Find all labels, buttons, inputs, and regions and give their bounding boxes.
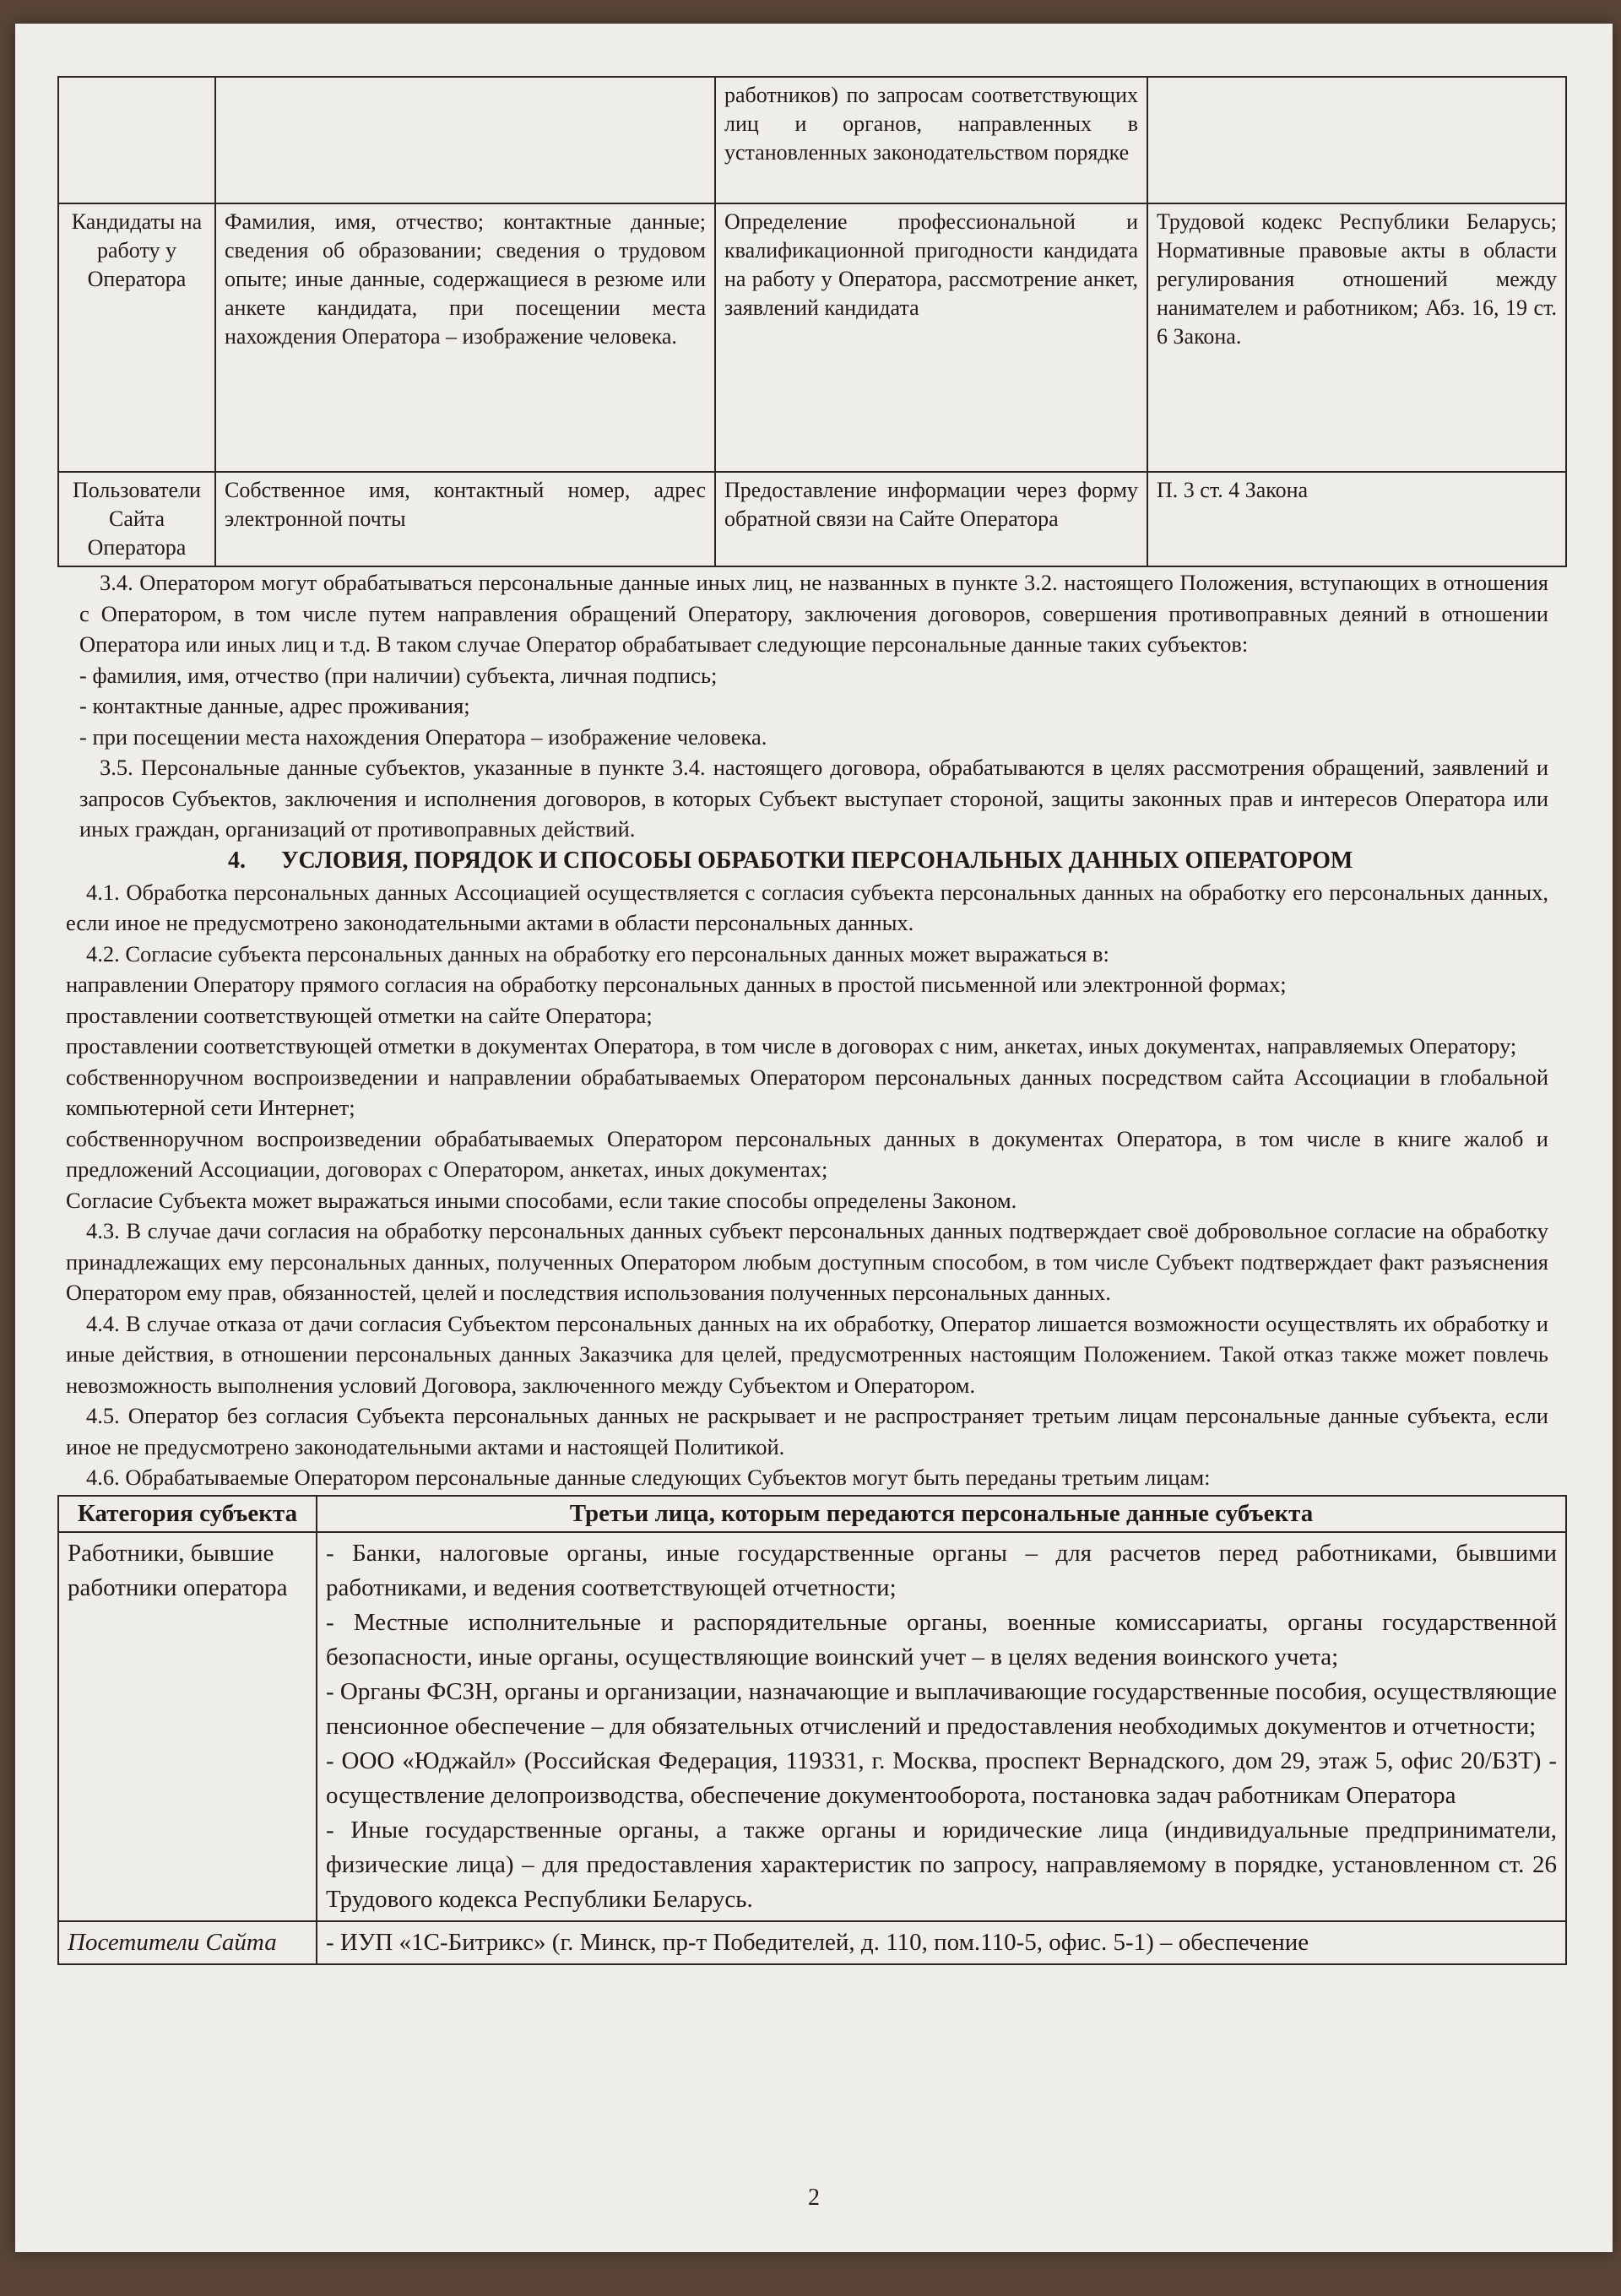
table-row — [58, 1921, 1566, 1964]
cell-category: Пользователи Сайта Оператора — [58, 472, 215, 566]
table-row — [58, 77, 1566, 203]
list-item: - контактные данные, адрес проживания; — [79, 693, 470, 718]
list-item: проставлении соответствующей отметки на сайте Оператора; — [66, 1002, 653, 1028]
paragraph: Согласие Субъекта может выражаться иными способами, если такие способы определены Законом. — [66, 1187, 1017, 1213]
cell-data — [215, 77, 715, 203]
cell-purpose: Предоставление информации через форму обратной связи на Сайте Оператора — [715, 472, 1147, 566]
cell-purpose: работников) по запросам соответствующих лиц и органов, направленных в установленных законодательством порядке — [715, 77, 1147, 203]
section-heading: 4. УСЛОВИЯ, ПОРЯДОК И СПОСОБЫ ОБРАБОТКИ ПЕРСОНАЛЬНЫХ ДАННЫХ ОПЕРАТОРОМ — [228, 847, 1353, 874]
list-item: направлении Оператору прямого согласия на обработку персональных данных в простой письменной или электронной формах; — [66, 972, 1287, 997]
cell-basis: Трудовой кодекс Республики Беларусь; Нормативные правовые акты в области регулирования отношений между нанимателем и работником; Абз. 16, 19 ст. 6 Закона. — [1147, 203, 1566, 472]
section-3-text — [57, 567, 1565, 845]
page-number: 2 — [808, 2185, 820, 2211]
header-category: Категория субъекта — [58, 1496, 317, 1532]
cell-third-parties — [317, 1921, 1566, 1964]
table-header-row — [58, 1496, 1566, 1532]
paragraph: 4.5. Оператор без согласия Субъекта персональных данных не раскрывает и не распространяет третьим лицам персональные данные субъекта, если иное не предусмотрено законодательными актами и настоящей Политикой. — [66, 1403, 1548, 1459]
table-row — [58, 472, 1566, 566]
cell-basis: П. 3 ст. 4 Закона — [1147, 472, 1566, 566]
cell-data: Собственное имя, контактный номер, адрес электронной почты — [215, 472, 715, 566]
paragraph: 3.5. Персональные данные субъектов, указанные в пункте 3.4. настоящего договора, обрабатываются в целях рассмотрения обращений, заявлений и запросов Субъектов, заключения и исполнения договоров, в которых Субъект выступает стороной, защиты законных прав и интересов Оператора или иных граждан, организаций от противоправных действий. — [79, 755, 1548, 842]
cell-category: Работники, бывшие работники оператора — [58, 1532, 317, 1921]
list-item: - Иные государственные органы, а также органы и юридические лица (индивидуальные предприниматели, физические лица) – для предоставления характеристик по запросу, направляемому в порядке, установленном ст. 26 Трудового кодекса Республики Беларусь. — [326, 1816, 1557, 1913]
cell-purpose: Определение профессиональной и квалификационной пригодности кандидата на работу у Оператора, рассмотрение анкет, заявлений кандидата — [715, 203, 1147, 472]
cell-category: Кандидаты на работу у Оператора — [58, 203, 215, 472]
table-row — [58, 1532, 1566, 1921]
subjects-data-table — [57, 76, 1567, 567]
list-item: собственноручном воспроизведении обрабатываемых Оператором персональных данных в документах Оператора, в том числе в книге жалоб и предложений Ассоциации, договорах с Оператором, анкетах, иных документах; — [66, 1125, 1548, 1182]
list-item: - Местные исполнительные и распорядительные органы, военные комиссариаты, органы государственной безопасности, иные органы, осуществляющие воинский учет – в целях ведения воинского учета; — [326, 1608, 1557, 1671]
paragraph: 4.6. Обрабатываемые Оператором персональные данные следующих Субъектов могут быть переданы третьим лицам: — [86, 1465, 1211, 1490]
list-item: проставлении соответствующей отметки в документах Оператора, в том числе в договорах с ним, анкетах, иных документах, направляемых Оператору; — [66, 1033, 1517, 1059]
page-content — [57, 76, 1565, 1965]
cell-category: Посетители Сайта — [58, 1921, 317, 1964]
paragraph: 3.4. Оператором могут обрабатываться персональные данные иных лиц, не названных в пункте 3.2. настоящего Положения, вступающих в отношения с Оператором, в том числе путем направления обращений Оператору, заключения договоров, совершения противоправных деяний в отношении Оператора или иных лиц и т.д. В таком случае Оператор обрабатывает следующие персональные данные таких субъектов: — [79, 570, 1548, 657]
paragraph: 4.3. В случае дачи согласия на обработку персональных данных субъект персональных данных подтверждает своё добровольное согласие на обработку принадлежащих ему персональных данных, полученных Оператором любым доступным способом, в том числе Субъект подтверждает факт разъяснения Оператором ему прав, обязанностей, целей и последствия использования полученных персональных данных. — [66, 1218, 1548, 1305]
cell-basis — [1147, 77, 1566, 203]
cell-data: Фамилия, имя, отчество; контактные данные; сведения об образовании; сведения о трудовом опыте; иные данные, содержащиеся в резюме или анкете кандидата, при посещении места нахождения Оператора – изображение человека. — [215, 203, 715, 472]
document-page — [15, 24, 1613, 2252]
section-4-text — [57, 845, 1565, 1493]
list-item: - Банки, налоговые органы, иные государственные органы – для расчетов перед работниками, бывшими работниками, и ведения соответствующей отчетности; — [326, 1539, 1557, 1601]
paragraph: 4.1. Обработка персональных данных Ассоциацией осуществляется с согласия субъекта персональных данных на обработку его персональных данных, если иное не предусмотрено законодательными актами в области персональных данных. — [66, 879, 1548, 935]
paragraph: 4.4. В случае отказа от дачи согласия Субъектом персональных данных на их обработку, Оператор лишается возможности осуществлять их обработку и иные действия, в отношении персональных данных Заказчика для целей, предусмотренных настоящим Положением. Такой отказ также может повлечь невозможность выполнения условий Договора, заключенного между Субъектом и Оператором. — [66, 1310, 1548, 1398]
header-third-parties: Третьи лица, которым передаются персональные данные субъекта — [317, 1496, 1566, 1532]
list-item: - ИУП «1С-Битрикс» (г. Минск, пр-т Победителей, д. 110, пом.110-5, офис. 5-1) – обеспечение — [326, 1928, 1309, 1956]
third-parties-table — [57, 1495, 1567, 1965]
list-item: - ООО «Юджайл» (Российская Федерация, 119331, г. Москва, проспект Вернадского, дом 29, этаж 5, офис 20/БЗТ) - осуществление делопроизводства, обеспечение документооборота, постановка задач работникам Оператора — [326, 1746, 1557, 1809]
list-item: - Органы ФСЗН, органы и организации, назначающие и выплачивающие государственные пособия, осуществляющие пенсионное обеспечение – для обязательных отчислений и предоставления необходимых документов и отчетности; — [326, 1677, 1558, 1740]
cell-third-parties — [317, 1532, 1566, 1921]
list-item: собственноручном воспроизведении и направлении обрабатываемых Оператором персональных данных посредством сайта Ассоциации в глобальной компьютерной сети Интернет; — [66, 1064, 1548, 1120]
cell-category — [58, 77, 215, 203]
table-row — [58, 203, 1566, 472]
paragraph: 4.2. Согласие субъекта персональных данных на обработку его персональных данных может выражаться в: — [86, 940, 1109, 967]
list-item: - при посещении места нахождения Оператора – изображение человека. — [79, 723, 767, 750]
list-item: - фамилия, имя, отчество (при наличии) субъекта, личная подпись; — [79, 662, 718, 688]
